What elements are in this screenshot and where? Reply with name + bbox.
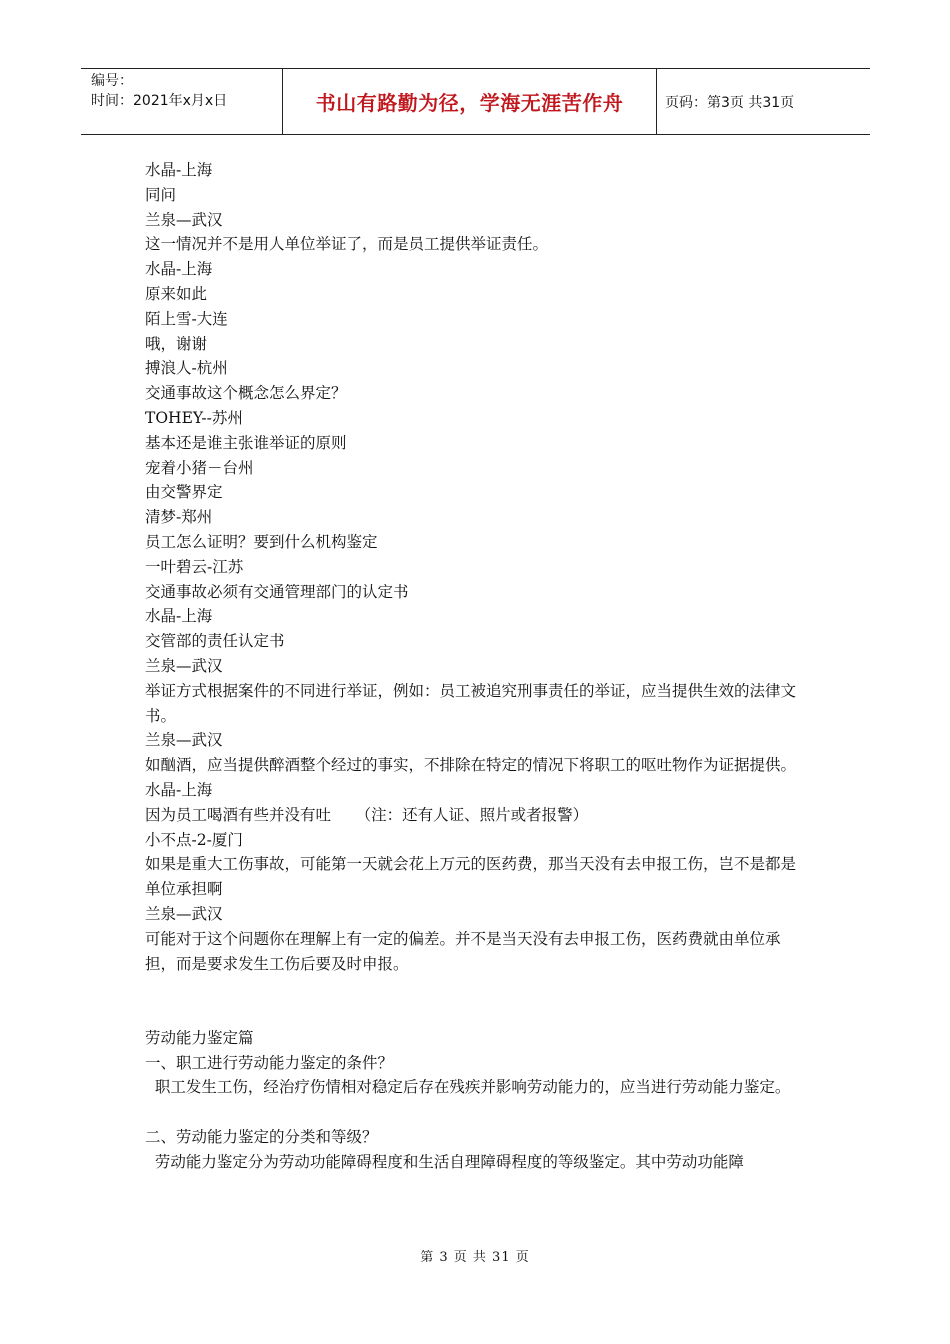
header-page-label: 页码：第3页 共31页 [665, 94, 795, 111]
dialogue-line: 交管部的责任认定书 [145, 632, 285, 651]
header-motto: 书山有路勤为径，学海无涯苦作舟 [283, 69, 657, 134]
spacer [145, 976, 809, 1026]
dialogue-line: 水晶-上海 [145, 161, 213, 179]
header-meta [81, 69, 283, 134]
dialogue-line: 交通事故必须有交通管理部门的认定书 [145, 582, 409, 601]
dialogue-line: 宠着小猪－台州 [145, 458, 254, 477]
dialogue-line: 哦，谢谢 [145, 334, 208, 353]
dialogue-line: 水晶-上海 [145, 260, 213, 279]
spacer [145, 1100, 809, 1125]
dialogue-line: 兰泉—武汉 [145, 731, 223, 750]
dialogue-line: 可能对于这个问题你在理解上有一定的偏差。并不是当天没有去申报工伤，医药费就由单位承担，而是要求发生工伤后要及时申报。 [145, 929, 781, 973]
dialogue-line: 如酗酒，应当提供醉酒整个经过的事实，不排除在特定的情况下将职工的呕吐物作为证据提供。 [145, 756, 797, 775]
dialogue-line: 搏浪人-杭州 [145, 359, 228, 378]
dialogue-line: 清梦-郑州 [145, 508, 213, 527]
dialogue-line: 小不点-2-厦门 [145, 830, 243, 849]
dialogue-line: 一叶碧云-江苏 [145, 557, 244, 576]
page-footer: 第 3 页 共 31 页 [420, 1250, 530, 1265]
dialogue-line: 同问 [145, 185, 177, 204]
dialogue-line: 兰泉—武汉 [145, 656, 223, 675]
dialogue-line: 兰泉—武汉 [145, 210, 223, 229]
section-title: 劳动能力鉴定篇 [145, 1028, 254, 1047]
dialogue-line: 陌上雪-大连 [145, 309, 228, 328]
answer-2: 劳动能力鉴定分为劳动功能障碍程度和生活自理障碍程度的等级鉴定。其中劳动功能障 [145, 1152, 744, 1171]
dialogue-line: 这一情况并不是用人单位举证了，而是员工提供举证责任。 [145, 235, 549, 254]
dialogue-line: 因为员工喝酒有些并没有吐 （注：还有人证、照片或者报警） [145, 805, 589, 824]
dialogue-line: 由交警界定 [145, 483, 223, 502]
dialogue-line: 水晶-上海 [145, 607, 213, 626]
number-label: 编号： [91, 73, 133, 89]
dialogue-line: 水晶-上海 [145, 780, 213, 799]
dialogue-line: 原来如此 [145, 284, 208, 303]
dialogue-line: 基本还是谁主张谁举证的原则 [145, 433, 347, 452]
date-label: 时间：2021年x月x日 [91, 93, 228, 109]
page-header [81, 68, 870, 135]
question-2: 二、劳动能力鉴定的分类和等级？ [145, 1128, 378, 1147]
question-1: 一、职工进行劳动能力鉴定的条件？ [145, 1053, 394, 1072]
dialogue-line: 举证方式根据案件的不同进行举证，例如：员工被追究刑事责任的举证，应当提供生效的法律文书。 [145, 681, 797, 725]
dialogue-line: 员工怎么证明？要到什么机构鉴定 [145, 532, 378, 551]
dialogue-line: 如果是重大工伤事故，可能第一天就会花上万元的医药费，那当天没有去申报工伤，岂不是都是单位承担啊 [145, 855, 797, 899]
dialogue-line: 兰泉—武汉 [145, 904, 223, 923]
dialogue-line: 交通事故这个概念怎么界定？ [145, 384, 347, 403]
answer-1: 职工发生工伤，经治疗伤情相对稳定后存在残疾并影响劳动能力的，应当进行劳动能力鉴定。 [145, 1078, 791, 1097]
dialogue-line: TOHEY--苏州 [145, 408, 243, 427]
document-body [145, 158, 809, 1175]
